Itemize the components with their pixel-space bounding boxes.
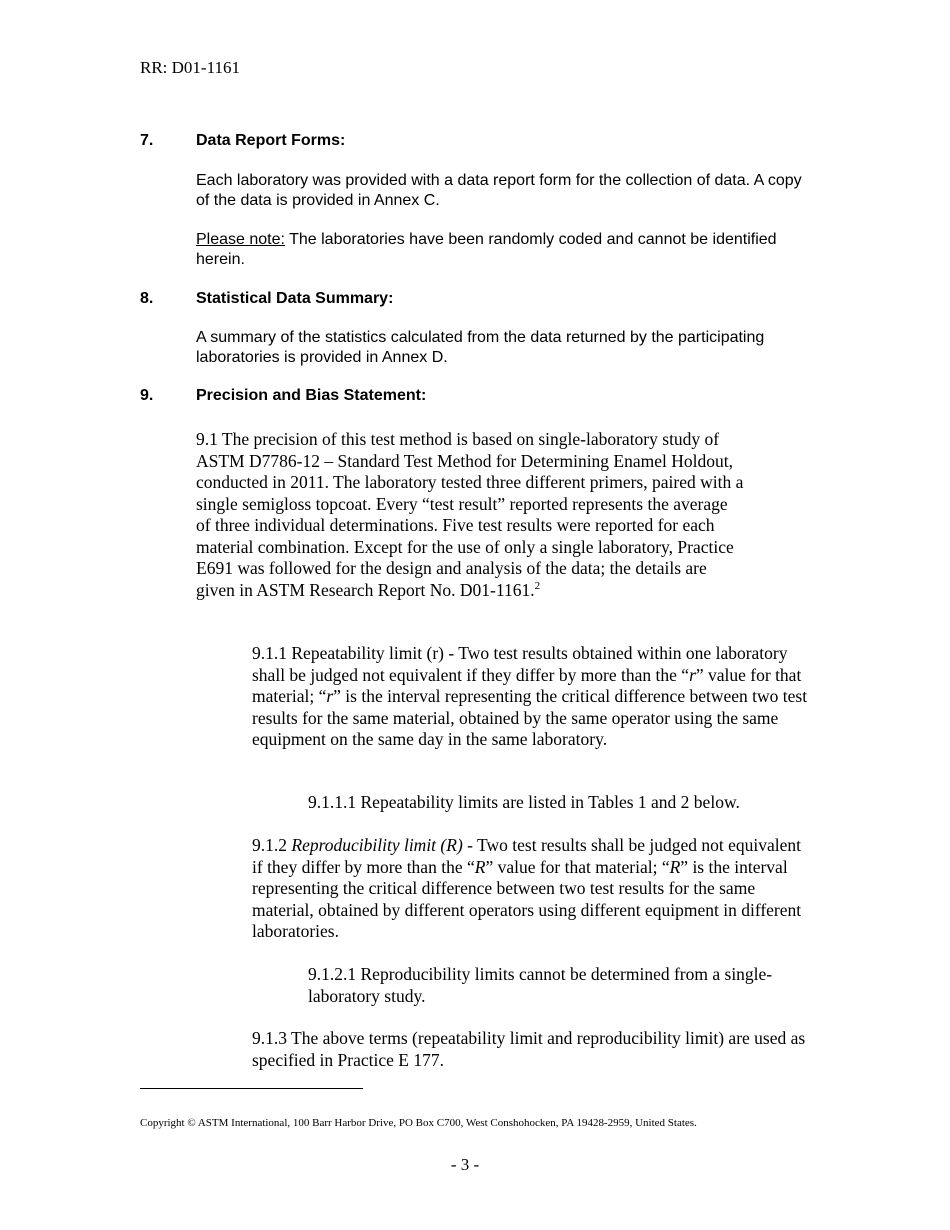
p912-symbol-R: R xyxy=(474,856,486,877)
footnote-divider xyxy=(140,1088,363,1089)
section-9-title: Precision and Bias Statement: xyxy=(196,387,427,404)
p911-symbol-r: r xyxy=(689,664,696,685)
p912-tail: ” is the interval representing the critical difference between two test results for the same material, obtained by different operators using different equipment in different laboratories. xyxy=(252,856,802,941)
footnote-marker: 2 xyxy=(534,579,541,592)
section-7-number: 7. xyxy=(140,132,154,149)
paragraph-9-1-text: 9.1 The precision of this test method is based on single-laboratory study of ASTM D7786-12 – Standard Test Method for Determining Enamel Holdout, conducted in 2011. The laboratory tested three different primers, paired with a single semigloss topcoat. Every “test result” reported represents the average of three individual determinations. Five test results were reported for each material combination. Except for the use of only a single laboratory, Practice E691 was followed for the design and analysis of the data; the details are given in ASTM Research Report No. D01-1161. xyxy=(196,429,744,600)
section-8-title: Statistical Data Summary: xyxy=(196,290,394,307)
note-label: Please note: xyxy=(196,231,285,248)
p912-mid: ” value for that material; “ xyxy=(485,856,670,877)
p912-symbol-R-2: R xyxy=(669,856,681,877)
section-9-number: 9. xyxy=(140,387,154,404)
page-number: - 3 - xyxy=(450,1155,480,1174)
paragraph-9-1-3: 9.1.3 The above terms (repeatability limit and reproducibility limit) are used as specified in Practice E 177. xyxy=(252,1028,806,1070)
copyright-footnote: Copyright © ASTM International, 100 Barr Harbor Drive, PO Box C700, West Conshohocken, PA 19428-2959, United States. xyxy=(140,1117,697,1129)
section-7-note xyxy=(196,230,816,270)
paragraph-9-1-2-1: 9.1.2.1 Reproducibility limits cannot be determined from a single-laboratory study. xyxy=(308,964,773,1006)
note-text: The laboratories have been randomly coded and cannot be identified herein. xyxy=(196,231,777,268)
paragraph-9-1-1 xyxy=(252,643,812,751)
paragraph-9-1-2 xyxy=(252,835,812,943)
section-8-paragraph: A summary of the statistics calculated from the data returned by the participating laboratories is provided in Annex D. xyxy=(196,329,765,366)
section-7-paragraph: Each laboratory was provided with a data report form for the collection of data. A copy of the data is provided in Annex C. xyxy=(196,172,802,209)
p911-lead: 9.1.1 Repeatability limit (r) - Two test results obtained within one laboratory shall be judged not equivalent if they differ by more than the “ xyxy=(252,643,788,685)
p911-mid: ” value for that material; “ xyxy=(252,664,802,706)
p912-term: Reproducibility limit (R) xyxy=(291,835,463,855)
p911-symbol-r-2: r xyxy=(326,686,334,706)
paragraph-9-1-1-1: 9.1.1.1 Repeatability limits are listed in Tables 1 and 2 below. xyxy=(308,792,740,812)
paragraph-9-1 xyxy=(196,429,746,601)
section-8-number: 8. xyxy=(140,290,154,307)
section-7-title: Data Report Forms: xyxy=(196,132,346,149)
p911-tail: ” is the interval representing the critical difference between two test results for the same material, obtained by the same operator using the same equipment on the same day in the same laboratory. xyxy=(252,686,808,749)
p912-lead: - Two test results shall be judged not equivalent if they differ by more than the “ xyxy=(252,835,801,877)
p912-number: 9.1.2 xyxy=(252,835,292,855)
report-id-header: RR: D01-1161 xyxy=(140,58,240,77)
